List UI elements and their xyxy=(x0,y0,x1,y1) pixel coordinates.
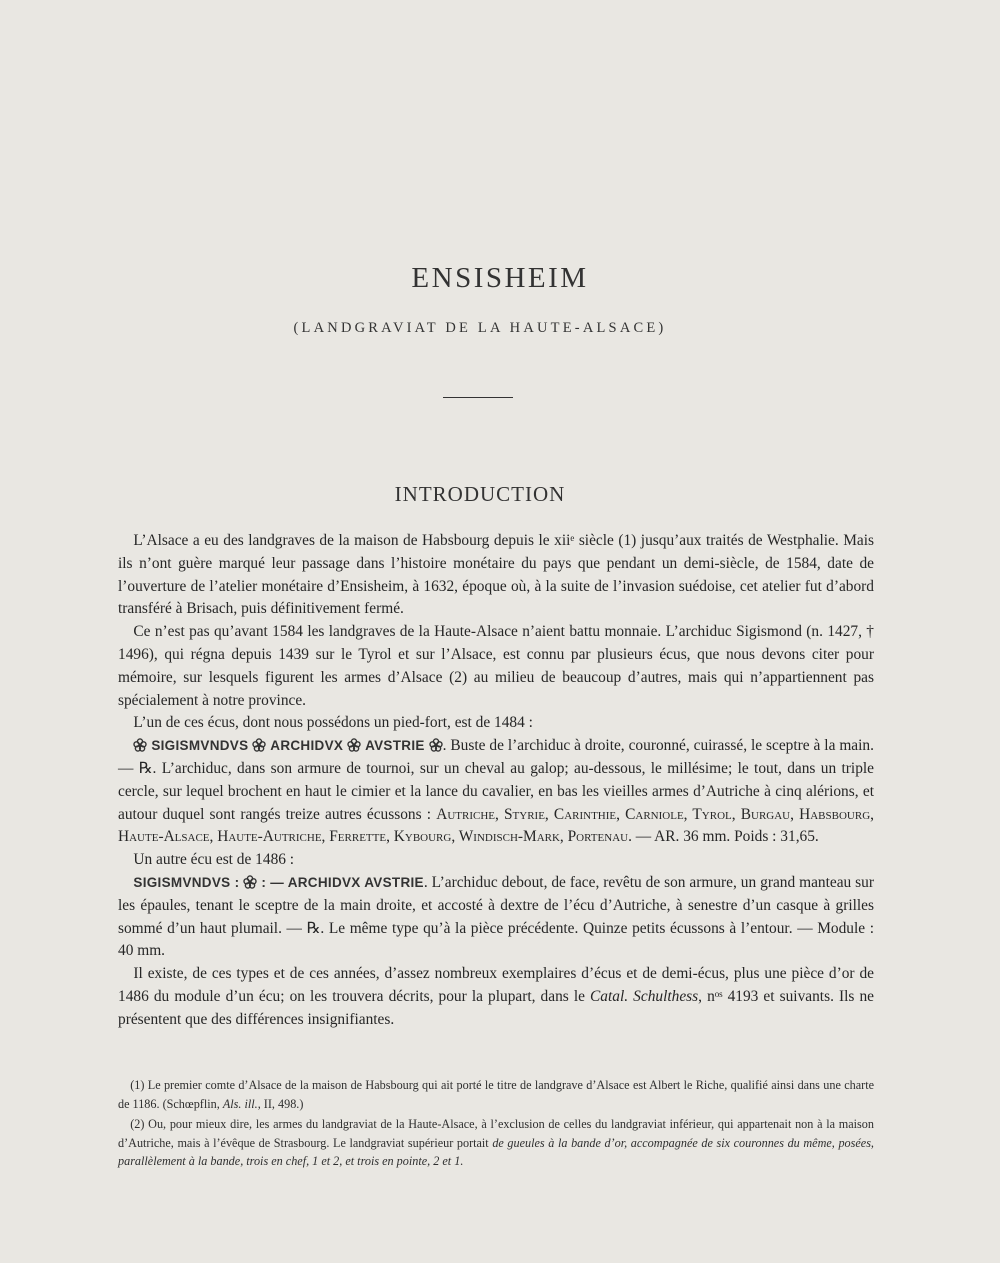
coin-description-1: . Buste de l’archiduc à droite, couronné, cuirassé, le sceptre à la main. — ℞. L’archiduc, dans son armure de tournoi, sur un cheval au galop; au-dessous, le millésime; le tout, dans un triple cercle, sur lequel brochent en haut le cimier et la lance du cavalier, en bas les vieilles armes d’Autriche à cinq alérions, et autour duquel sont rangés treize autres écussons : xyxy=(118,737,874,823)
footnote-1-ref: Als. ill. xyxy=(222,1096,258,1111)
paragraph-5: Un autre écu est de 1486 : xyxy=(133,851,295,869)
paragraph-7-end: , nᵒˢ 4193 et suivants. Ils ne présentent que des différences insignifiantes. xyxy=(118,987,874,1028)
paragraph-1: L’Alsace a eu des landgraves de la maison de Habsbourg depuis le xiiᵉ siècle (1) jusqu’aux traités de Westphalie. Mais ils n’ont guère marqué leur passage dans l’histoire monétaire du pays que pendant un demi-siècle, de 1584, date de l’ouverture de l’atelier monétaire d’Ensisheim, à 1632, époque où, à la suite de l’invasion suédoise, cet atelier fut d’abord transféré à Brisach, puis définitivement fermé. xyxy=(118,532,874,618)
legend-sigismundus: SIGISMVNDVS xyxy=(151,738,249,754)
legend-austrie: AVSTRIE xyxy=(365,738,425,754)
footnote-1-end: , II, 498.) xyxy=(257,1096,304,1111)
coin-measurements-1: . — AR. 36 mm. Poids : 31,65. xyxy=(628,828,819,846)
legend-sigismundus-2: SIGISMVNDVS : xyxy=(133,874,240,890)
paragraph-7-text: Il existe, de ces types et de ces années, d’assez nombreux exemplaires d’écus et de demi-écus, plus une pièce d’or de 1486 du module d’un écu; on les trouvera décrits, pour la plupart, dans le xyxy=(118,965,874,1005)
footnote-2 xyxy=(118,1115,874,1171)
rosette-icon xyxy=(252,738,266,752)
body-text xyxy=(118,530,874,1032)
rosette-icon xyxy=(429,738,443,752)
page-subtitle: (LANDGRAVIAT DE LA HAUTE-ALSACE) xyxy=(293,320,667,336)
rosette-icon xyxy=(243,875,257,889)
footnotes xyxy=(118,1076,874,1173)
legend-archidux-austrie: : — ARCHIDVX AVSTRIE xyxy=(261,874,424,890)
title-divider xyxy=(443,397,513,398)
footnote-2-blazon: de gueules à la bande d’or, accompagnée de six couronnes du même, posées, parallèlement à la bande, trois en chef, 1 et 2, et trois en pointe, 2 et 1. xyxy=(118,1135,874,1169)
section-heading: INTRODUCTION xyxy=(394,482,566,506)
footnote-1 xyxy=(118,1076,874,1113)
paragraph-2: Ce n’est pas qu’avant 1584 les landgraves de la Haute-Alsace n’aient battu monnaie. L’archiduc Sigismond (n. 1427, † 1496), qui régna depuis 1439 sur le Tyrol et sur l’Alsace, est connu par plusieurs écus, que nous devons citer pour mémoire, sur lesquels figurent les armes d’Alsace (2) au milieu de beaucoup d’autres, mais qui n’appartiennent pas spécialement à notre province. xyxy=(118,623,874,709)
escutcheon-list: Autriche, Styrie, Carinthie, Carniole, Tyrol, Burgau, Habsbourg, Haute-Alsace, Haute-Autriche, Ferrette, Kybourg, Windisch-Mark, Portenau xyxy=(118,805,874,846)
rosette-icon xyxy=(133,738,147,752)
rosette-icon xyxy=(347,738,361,752)
page-title: ENSISHEIM xyxy=(411,262,589,294)
footnote-2-text: (2) Ou, pour mieux dire, les armes du landgraviat de la Haute-Alsace, à l’exclusion de celles du landgraviat inférieur, qui appartenait non à la maison d’Autriche, mais à l’évêque de Strasbourg. Le landgraviat supérieur portait xyxy=(118,1117,874,1150)
coin-description-2: . L’archiduc debout, de face, revêtu de son armure, un grand manteau sur les épaules, tenant le sceptre de la main droite, et accosté à dextre de l’écu d’Autriche, à senestre d’un casque à grilles sommé d’un haut plumail. — ℞. Le même type qu’à la pièce précédente. Quinze petits écussons à l’entour. — Module : 40 mm. xyxy=(118,873,874,960)
paragraph-6 xyxy=(118,872,874,963)
paragraph-7 xyxy=(118,963,874,1031)
legend-archidux: ARCHIDVX xyxy=(270,738,344,754)
paragraph-4 xyxy=(118,735,874,849)
paragraph-3: L’un de ces écus, dont nous possédons un pied-fort, est de 1484 : xyxy=(133,714,533,732)
footnote-1-text: (1) Le premier comte d’Alsace de la maison de Habsbourg qui ait porté le titre de landgrave d’Alsace est Albert le Riche, qualifié ainsi dans une charte de 1186. (Schœpflin, xyxy=(118,1078,874,1111)
catalogue-reference: Catal. Schulthess xyxy=(590,987,699,1005)
